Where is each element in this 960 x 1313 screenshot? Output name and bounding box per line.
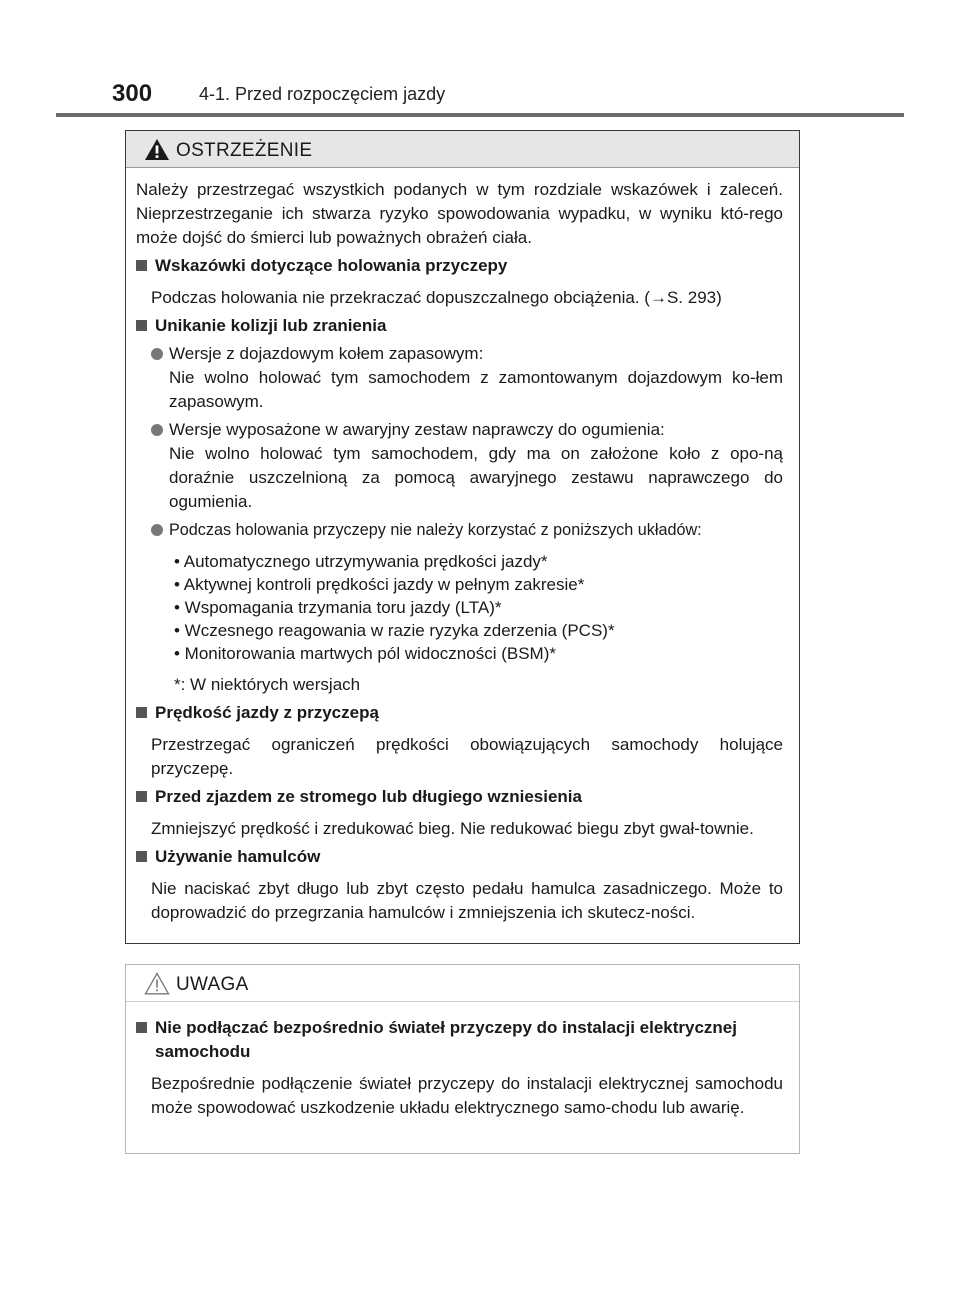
- page-number: 300: [112, 80, 153, 107]
- section-heading: [136, 254, 783, 278]
- warning-body: [126, 168, 799, 925]
- header-rule: [56, 113, 904, 117]
- footnote: *: W niektórych wersjach: [174, 675, 361, 694]
- notice-box: [125, 964, 800, 1154]
- warning-title: OSTRZEŻENIE: [176, 140, 313, 161]
- square-bullet-icon: [136, 260, 147, 271]
- section-heading: [136, 1016, 783, 1064]
- list-item: • Automatycznego utrzymywania prędkości jazdy*: [174, 552, 548, 571]
- square-bullet-icon: [136, 1022, 147, 1033]
- circle-bullet-icon: [151, 348, 163, 360]
- notice-body: [126, 1002, 799, 1120]
- notice-title: UWAGA: [176, 974, 249, 995]
- list-item: • Aktywnej kontroli prędkości jazdy w pełnym zakresie*: [174, 575, 585, 594]
- item-title: Podczas holowania przyczepy nie należy korzystać z poniższych układów:: [169, 521, 702, 539]
- list-item: • Monitorowania martwych pól widoczności (BSM)*: [174, 644, 556, 663]
- item-text: Nie wolno holować tym samochodem z zamontowanym dojazdowym ko-łem zapasowym.: [169, 368, 783, 411]
- item-text: Nie wolno holować tym samochodem, gdy ma on założone koło z opo-ną doraźnie uszczelnioną za pomocą awaryjnego zestawu naprawczego do ogumienia.: [169, 444, 783, 511]
- section-heading-text: Wskazówki dotyczące holowania przyczepy: [155, 256, 508, 275]
- item-title: Wersje z dojazdowym kołem zapasowym:: [169, 344, 484, 363]
- item-title: Wersje wyposażone w awaryjny zestaw naprawczy do ogumienia:: [169, 420, 665, 439]
- circle-list-item: [136, 342, 783, 414]
- warning-triangle-icon: [144, 138, 170, 161]
- list-item: • Wczesnego reagowania w razie ryzyka zderzenia (PCS)*: [174, 621, 615, 640]
- section-title: 4-1. Przed rozpoczęciem jazdy: [199, 84, 446, 104]
- section-heading-text: Przed zjazdem ze stromego lub długiego wzniesienia: [155, 787, 582, 806]
- section-text: Podczas holowania nie przekraczać dopuszczalnego obciążenia. (→S. 293): [151, 288, 722, 307]
- systems-list: [136, 550, 783, 665]
- square-bullet-icon: [136, 851, 147, 862]
- section-heading: [136, 701, 783, 725]
- circle-list-item: [136, 418, 783, 514]
- square-bullet-icon: [136, 320, 147, 331]
- section-heading-text: Używanie hamulców: [155, 847, 321, 866]
- section-heading: [136, 845, 783, 869]
- circle-bullet-icon: [151, 424, 163, 436]
- circle-bullet-icon: [151, 524, 163, 536]
- section-text: Nie naciskać zbyt długo lub zbyt często pedału hamulca zasadniczego. Może to doprowadzić do przegrzania hamulców i zmniejszenia ich skutecz-ności.: [151, 879, 783, 922]
- circle-list-item: [136, 518, 783, 542]
- section-text: Przestrzegać ograniczeń prędkości obowiązujących samochody holujące przyczepę.: [151, 735, 783, 778]
- warning-header: [126, 131, 799, 168]
- square-bullet-icon: [136, 707, 147, 718]
- warning-box: [125, 130, 800, 944]
- section-heading: [136, 785, 783, 809]
- section-heading-text: Nie podłączać bezpośrednio świateł przyczepy do instalacji elektrycznej samochodu: [155, 1018, 737, 1061]
- caution-triangle-outline-icon: [144, 972, 170, 995]
- notice-header: [126, 965, 799, 1002]
- section-heading-text: Prędkość jazdy z przyczepą: [155, 703, 379, 722]
- square-bullet-icon: [136, 791, 147, 802]
- section-heading-text: Unikanie kolizji lub zranienia: [155, 316, 387, 335]
- section-heading: [136, 314, 783, 338]
- warning-intro: Należy przestrzegać wszystkich podanych w tym rozdziale wskazówek i zaleceń. Nieprzestrzeganie ich stwarza ryzyko spowodowania wypadku, w wyniku któ-rego może dojść do śmierci lub poważnych obrażeń ciała.: [136, 180, 783, 247]
- section-text: Zmniejszyć prędkość i zredukować bieg. Nie redukować biegu zbyt gwał-townie.: [151, 819, 754, 838]
- section-text: Bezpośrednie podłączenie świateł przyczepy do instalacji elektrycznej samochodu może spowodować uszkodzenie układu elektrycznego samo-chodu lub awarię.: [151, 1074, 783, 1117]
- page-header: [110, 78, 910, 112]
- list-item: • Wspomagania trzymania toru jazdy (LTA)*: [174, 598, 502, 617]
